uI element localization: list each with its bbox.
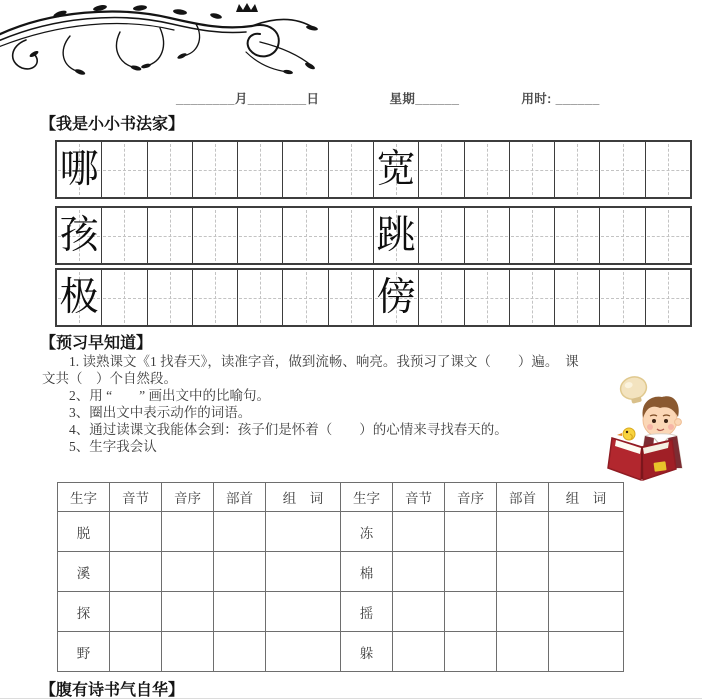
vocab-header-cell: 部首 [214,483,266,512]
instruction-line: 1. 读熟课文《1 找春天》，读准字音，做到流畅、响亮。我预习了课文（ ）遍。 课 [69,354,579,369]
vocab-empty-cell [110,512,162,552]
practice-cell-empty [646,208,690,263]
practice-cell-empty [419,270,464,325]
vocab-table-row [58,512,624,552]
practice-cell-empty [555,208,600,263]
practice-cell-empty [283,270,328,325]
practice-cell-empty [600,142,645,197]
practice-cell-empty [510,208,555,263]
instruction-line: 3、圈出文中表示动作的词语。 [69,405,252,420]
model-character: 哪 [59,147,99,192]
vocab-char-cell: 摇 [340,592,392,632]
vocab-header-cell: 生字 [340,483,392,512]
model-character: 傍 [376,275,416,320]
vocab-empty-cell [548,632,623,672]
practice-cell-empty [600,208,645,263]
practice-cell-empty [646,142,690,197]
vocab-table-row [58,632,624,672]
vocab-char-cell: 脱 [58,512,110,552]
vocab-empty-cell [444,552,496,592]
vocab-header-cell: 音序 [162,483,214,512]
vocab-char-cell: 野 [58,632,110,672]
vocab-empty-cell [496,552,548,592]
vocab-empty-cell [266,592,341,632]
practice-cell-empty [465,270,510,325]
date-blank: ________月________日 [176,92,320,106]
practice-cell-empty [600,270,645,325]
vocab-header-cell: 组 词 [266,483,341,512]
practice-cell-empty [238,208,283,263]
practice-cell-empty [419,142,464,197]
practice-cell-empty [465,208,510,263]
vocab-empty-cell [392,512,444,552]
boy-reading-illustration [596,374,700,490]
practice-cell-empty [238,142,283,197]
practice-cell-empty [193,270,238,325]
practice-cell-empty [329,208,374,263]
vocab-empty-cell [110,632,162,672]
vocab-empty-cell [266,512,341,552]
open-book-icon [608,438,676,480]
vocab-empty-cell [548,552,623,592]
vocab-empty-cell [444,632,496,672]
model-character: 孩 [59,213,99,258]
vocab-empty-cell [444,512,496,552]
lightbulb-icon [618,374,650,406]
preview-instructions [42,353,602,455]
practice-cell-empty [148,208,193,263]
vocab-header-cell: 生字 [58,483,110,512]
practice-cell-model [57,208,102,263]
vocab-empty-cell [496,592,548,632]
vocab-empty-cell [266,632,341,672]
section-title-reading: 【腹有诗书气自华】 [40,682,185,699]
floral-flourish-ornament [0,2,318,86]
vocab-table [57,482,624,672]
instruction-line: 文共（ ）个自然段。 [42,371,177,386]
practice-cell-empty [148,142,193,197]
vocab-empty-cell [162,552,214,592]
vocab-empty-cell [548,592,623,632]
practice-cell-empty [148,270,193,325]
practice-cell-empty [329,142,374,197]
vocab-empty-cell [392,632,444,672]
vocab-empty-cell [392,592,444,632]
practice-cell-empty [193,208,238,263]
practice-cell-empty [283,142,328,197]
vocab-header-cell: 音序 [444,483,496,512]
vocab-empty-cell [496,512,548,552]
vocab-empty-cell [548,512,623,552]
practice-cell-empty [510,270,555,325]
practice-cell-empty [555,142,600,197]
instruction-line: 5、生字我会认 [69,439,157,454]
weekday-blank: 星期______ [389,92,460,106]
practice-grid-row-2 [55,206,692,265]
practice-cell-empty [465,142,510,197]
practice-cell-model [374,142,419,197]
vocab-empty-cell [110,592,162,632]
vocab-char-cell: 棉 [340,552,392,592]
instruction-line: 2、用 “ ” 画出文中的比喻句。 [69,388,270,403]
vocab-header-cell: 音节 [392,483,444,512]
time-used-blank: 用时: ______ [521,92,600,106]
practice-cell-model [374,208,419,263]
crown-icon [236,3,258,12]
instruction-line: 4、通过读课文我能体会到：孩子们是怀着（ ）的心情来寻找春天的。 [69,422,508,437]
vocab-char-cell: 探 [58,592,110,632]
vocab-table-body [58,512,624,672]
practice-cell-empty [283,208,328,263]
practice-cell-model [57,270,102,325]
practice-grid-row-1 [55,140,692,199]
practice-cell-empty [329,270,374,325]
section-title-calligraphy: 【我是小小书法家】 [40,116,185,133]
date-line [176,89,600,107]
practice-cell-empty [646,270,690,325]
vocab-empty-cell [162,632,214,672]
practice-cell-empty [419,208,464,263]
vocab-empty-cell [444,592,496,632]
practice-cell-empty [102,142,147,197]
practice-cell-empty [238,270,283,325]
practice-cell-model [57,142,102,197]
bird-icon [617,428,635,440]
vocab-char-cell: 冻 [340,512,392,552]
vocab-header-cell: 组 词 [548,483,623,512]
practice-cell-empty [510,142,555,197]
practice-grid-row-3 [55,268,692,327]
practice-cell-empty [555,270,600,325]
vocab-header-cell: 部首 [496,483,548,512]
vocab-table-row [58,552,624,592]
vocab-header-cell: 音节 [110,483,162,512]
vocab-char-cell: 溪 [58,552,110,592]
vocab-empty-cell [162,512,214,552]
vocab-empty-cell [162,592,214,632]
vocab-table-row [58,592,624,632]
vocab-empty-cell [266,552,341,592]
practice-cell-model [374,270,419,325]
vocab-empty-cell [214,512,266,552]
vocab-char-cell: 躲 [340,632,392,672]
model-character: 跳 [376,213,416,258]
practice-cell-empty [193,142,238,197]
vocab-empty-cell [392,552,444,592]
vocab-empty-cell [214,632,266,672]
practice-cell-empty [102,270,147,325]
vocab-empty-cell [110,552,162,592]
vocab-table-header [58,483,624,512]
section-title-preview: 【预习早知道】 [40,335,153,352]
vocab-empty-cell [214,592,266,632]
vocab-empty-cell [496,632,548,672]
model-character: 宽 [376,147,416,192]
model-character: 极 [59,275,99,320]
vocab-empty-cell [214,552,266,592]
practice-cell-empty [102,208,147,263]
